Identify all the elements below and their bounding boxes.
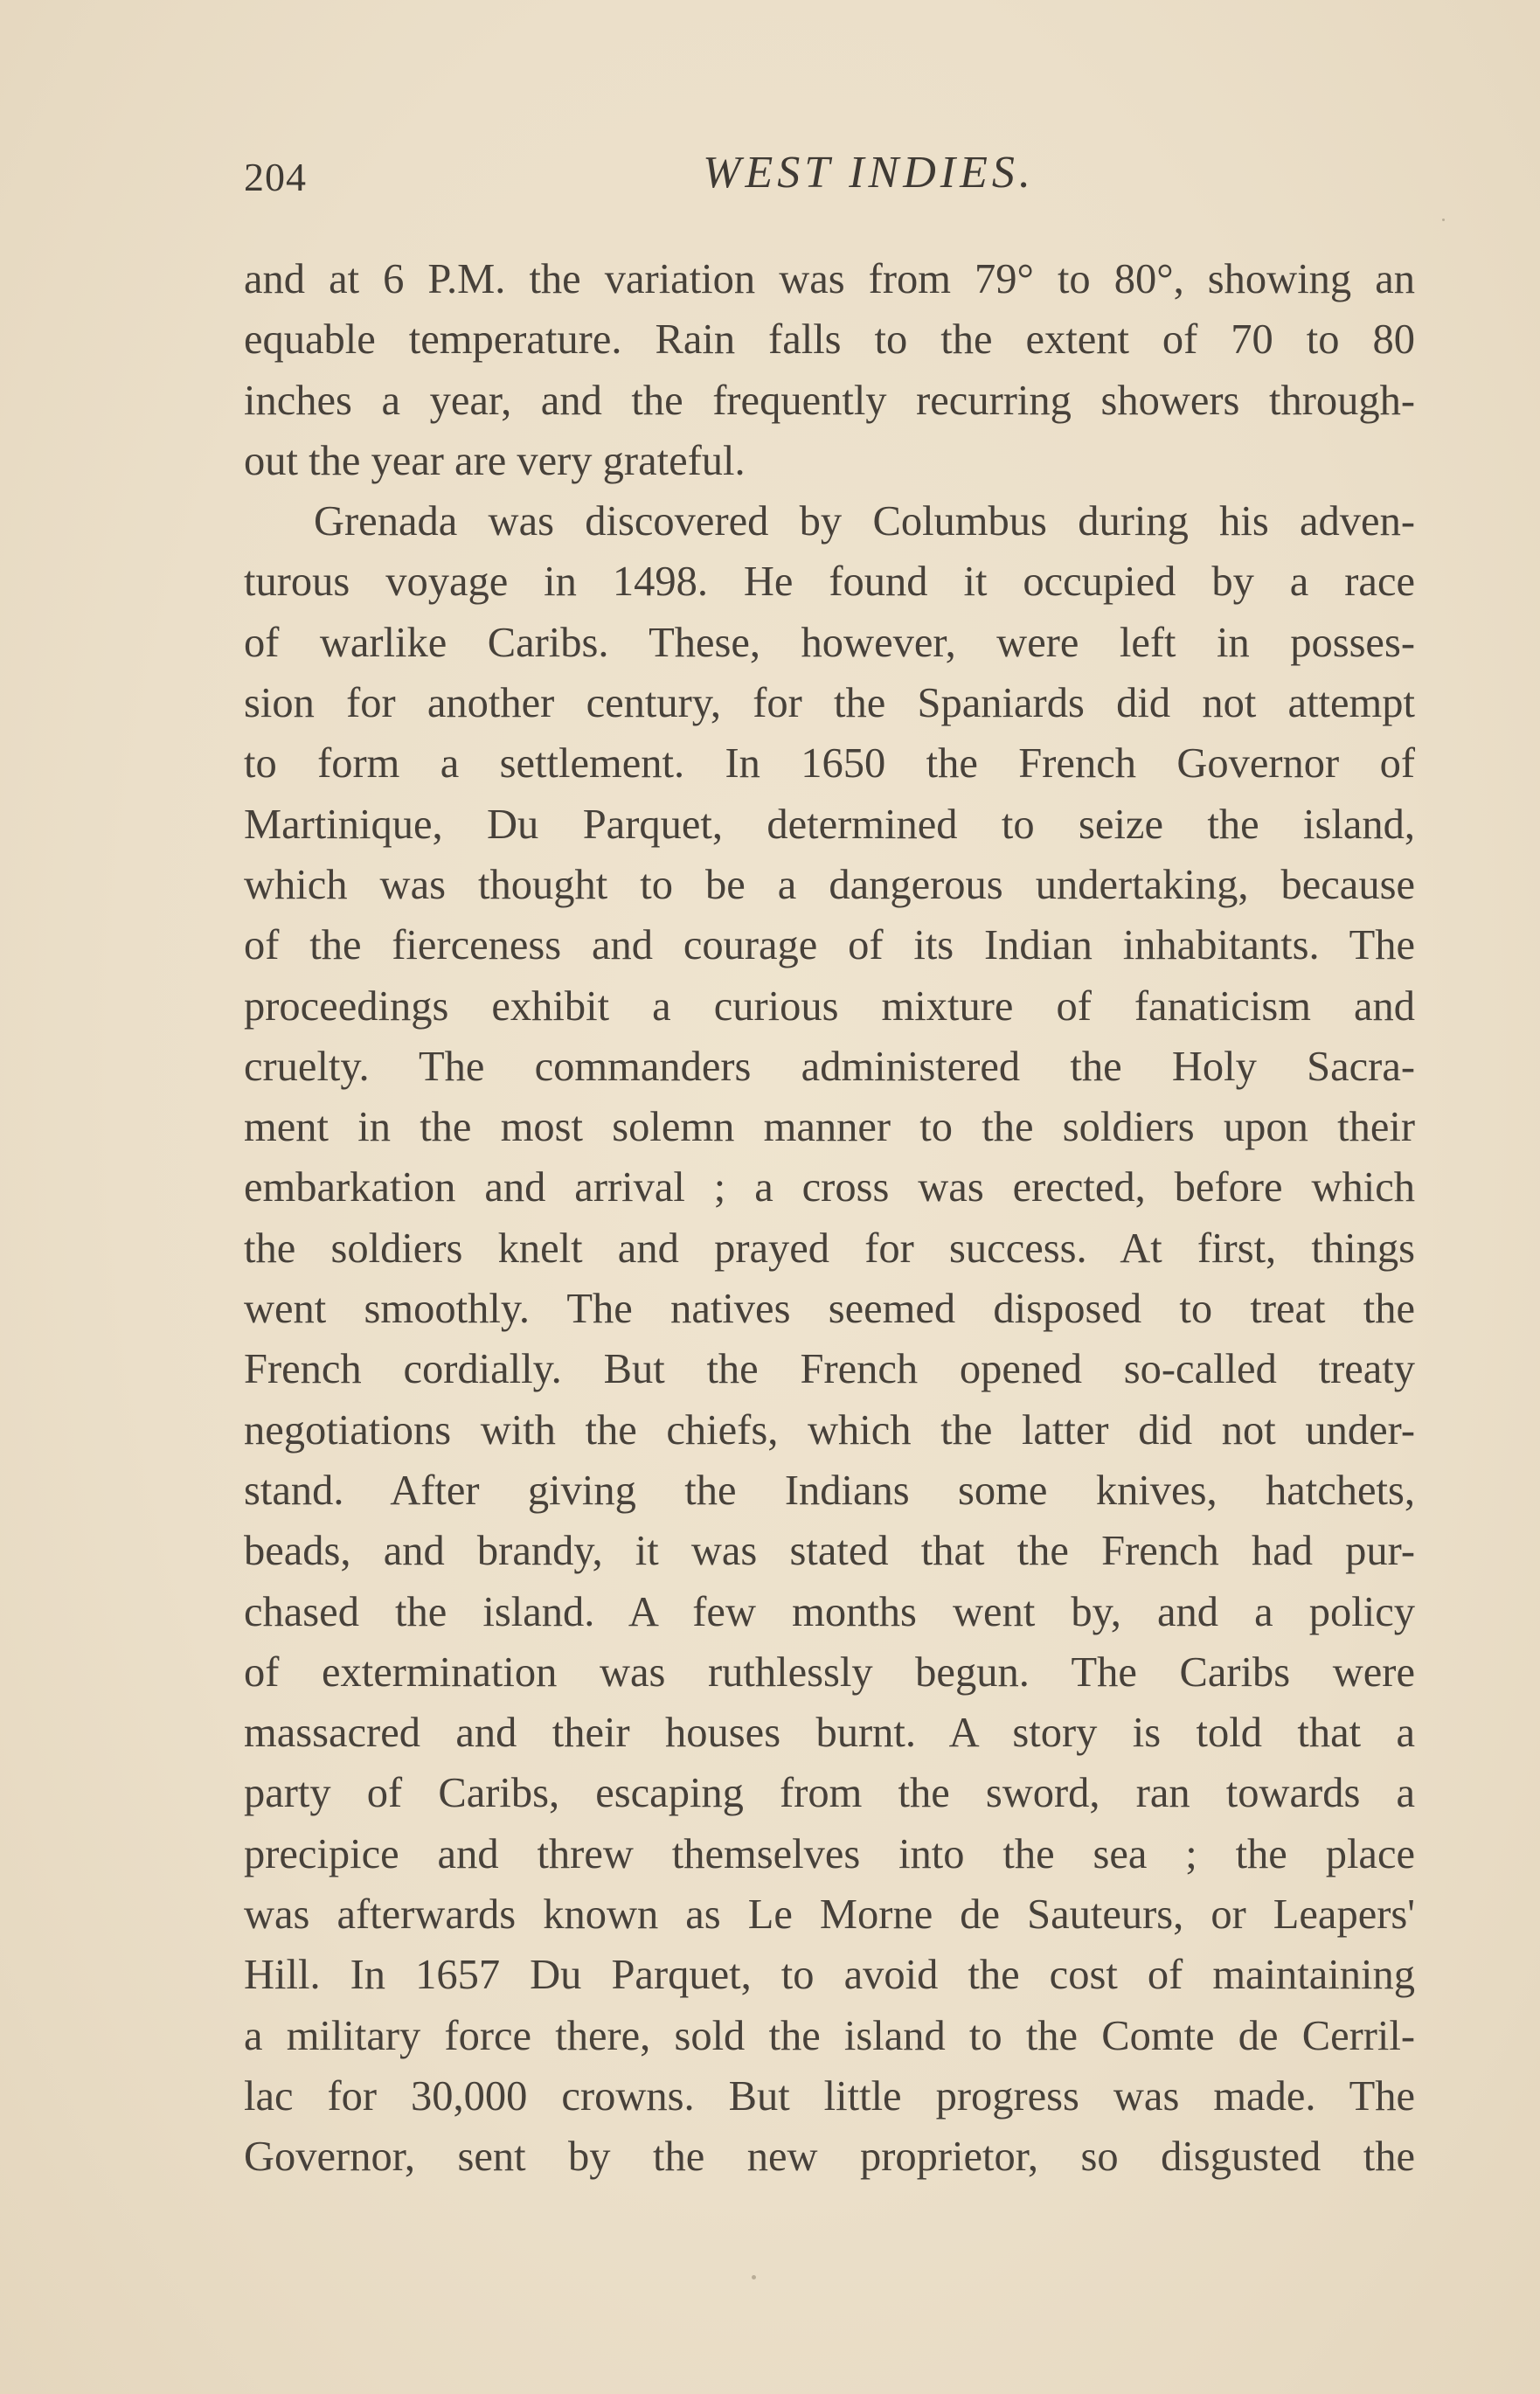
text-line: party of Caribs, escaping from the sword, ran towards a [244, 1770, 1415, 1817]
page-number: 204 [244, 155, 307, 199]
text-line: to form a settlement. In 1650 the French Governor of [244, 740, 1415, 788]
text-line: which was thought to be a dangerous undertaking, because [244, 861, 1415, 908]
text-line: negotiations with the chiefs, which the latter did not under- [244, 1406, 1415, 1454]
text-line: of extermination was ruthlessly begun. The Caribs were [244, 1648, 1415, 1696]
text-line: lac for 30,000 crowns. But little progress was made. The [244, 2072, 1415, 2120]
text-line: of the fierceness and courage of its Indian inhabitants. The [244, 922, 1415, 969]
text-line: precipice and threw themselves into the sea ; the place [244, 1830, 1415, 1877]
text-line: ment in the most solemn manner to the soldiers upon their [244, 1104, 1415, 1151]
running-title: WEST INDIES. [703, 148, 1035, 198]
text-line: a military force there, sold the island to the Comte de Cerril- [244, 2012, 1415, 2059]
text-line: embarkation and arrival ; a cross was erected, before which [244, 1164, 1415, 1211]
text-line: of warlike Caribs. These, however, were left in posses- [244, 619, 1415, 666]
text-line: Martinique, Du Parquet, determined to seize the island, [244, 801, 1415, 848]
text-line: was afterwards known as Le Morne de Sauteurs, or Leapers' [244, 1891, 1415, 1939]
text-line: and at 6 P.M. the variation was from 79° to 80°, showing an [244, 256, 1415, 302]
text-line: French cordially. But the French opened so-called treaty [244, 1346, 1415, 1393]
text-line: the soldiers knelt and prayed for success. At first, things [244, 1225, 1415, 1272]
text-line: massacred and their houses burnt. A story is told that a [244, 1710, 1415, 1757]
text-line: cruelty. The commanders administered the Holy Sacra- [244, 1043, 1415, 1090]
text-line: Hill. In 1657 Du Parquet, to avoid the cost of maintaining [244, 1952, 1415, 1999]
text-line: inches a year, and the frequently recurring showers through- [244, 377, 1415, 424]
running-head [244, 147, 1415, 217]
text-line: went smoothly. The natives seemed disposed to treat the [244, 1286, 1415, 1333]
paper-speck [752, 2275, 756, 2280]
paper-speck [1442, 219, 1445, 221]
text-line: stand. After giving the Indians some knives, hatchets, [244, 1467, 1415, 1514]
text-line: beads, and brandy, it was stated that the French had pur- [244, 1528, 1415, 1575]
text-line: sion for another century, for the Spaniards did not attempt [244, 680, 1415, 727]
text-line: equable temperature. Rain falls to the extent of 70 to 80 [244, 316, 1415, 364]
text-line: turous voyage in 1498. He found it occupied by a race [244, 559, 1415, 606]
text-line: chased the island. A few months went by, and a policy [244, 1588, 1415, 1635]
text-line: Governor, sent by the new proprietor, so disgusted the [244, 2134, 1415, 2181]
body-text [244, 249, 1415, 2188]
text-line: out the year are very grateful. [244, 437, 746, 484]
text-line: proceedings exhibit a curious mixture of fanaticism and [244, 982, 1415, 1030]
text-line: Grenada was discovered by Columbus during his adven- [314, 498, 1415, 545]
